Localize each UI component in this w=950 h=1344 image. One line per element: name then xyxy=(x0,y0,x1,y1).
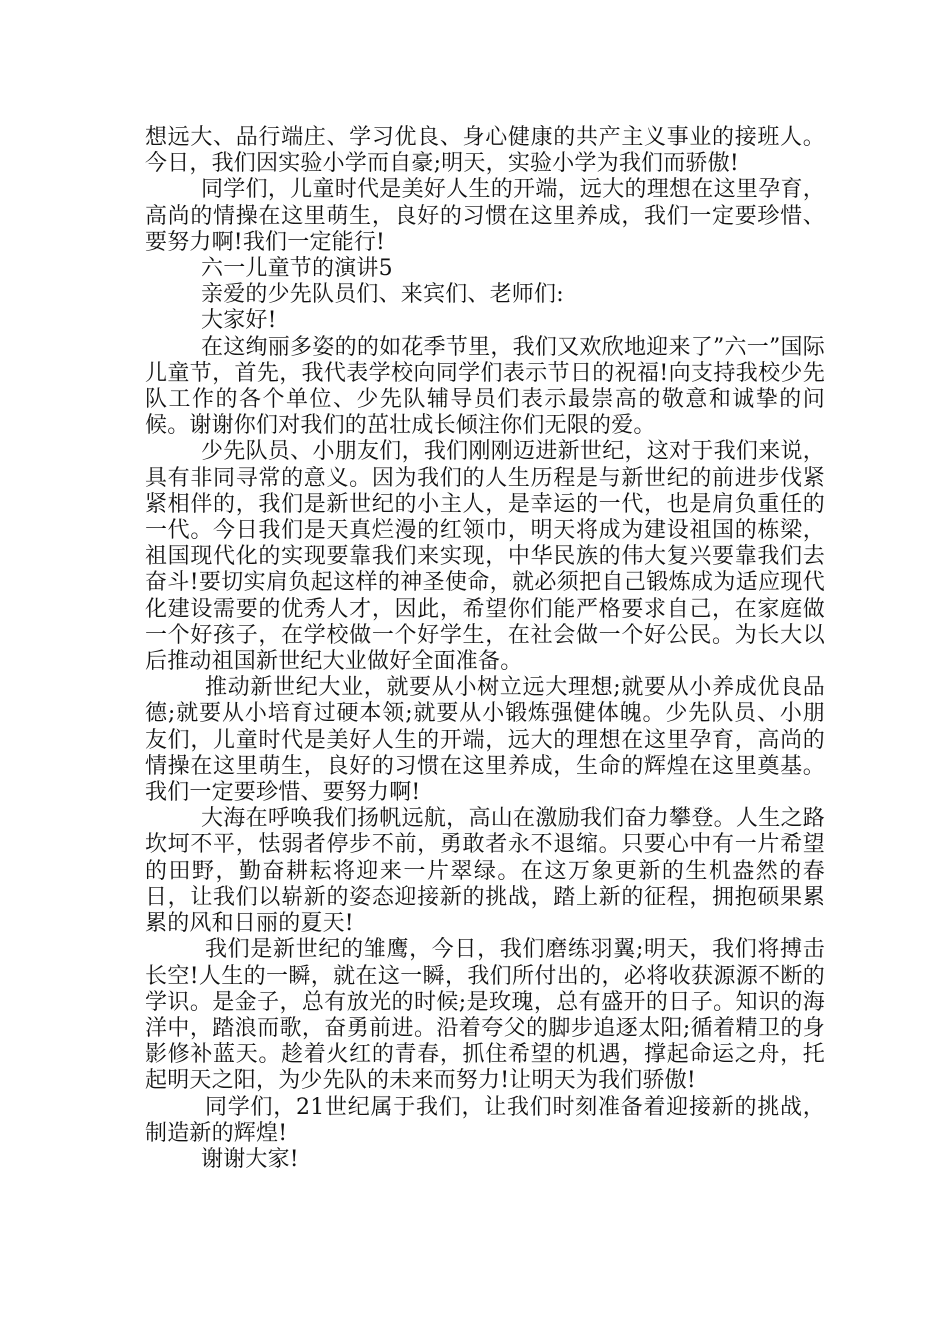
paragraph-young-eagles: 我们是新世纪的雏鹰，今日，我们磨练羽翼;明天，我们将搏击长空!人生的一瞬，就在这一瞬，我们所付出的，必将收获源源不断的学识。是金子，总有放光的时候;是玫瑰，总有盛开的日子。知识的海洋中，踏浪而歌，奋勇前进。沿着夸父的脚步追逐太阳;循着精卫的身影修补蓝天。趁着火红的青春，抓住希望的机遇，撑起命运之舟，托起明天之阳，为少先队的未来而努力!让明天为我们骄傲! xyxy=(145,937,825,1094)
document-body xyxy=(145,125,825,1173)
section-heading: 六一儿童节的演讲5 xyxy=(201,256,393,282)
salutation: 亲爱的少先队员们、来宾们、老师们: xyxy=(201,282,564,308)
paragraph-continuation: 想远大、品行端庄、学习优良、身心健康的共产主义事业的接班人。今日，我们因实验小学而自豪;明天，实验小学为我们而骄傲! xyxy=(145,125,825,177)
paragraph-21st-century: 同学们，21世纪属于我们，让我们时刻准备着迎接新的挑战，制造新的辉煌! xyxy=(145,1094,825,1146)
paragraph-sea-and-mountain: 大海在呼唤我们扬帆远航，高山在激励我们奋力攀登。人生之路坎坷不平，怯弱者停步不前，勇敢者永不退缩。只要心中有一片希望的田野，勤奋耕耘将迎来一片翠绿。在这万象更新的生机盎然的春日，让我们以崭新的姿态迎接新的挑战，踏上新的征程，拥抱硕果累累的风和日丽的夏天! xyxy=(145,806,825,937)
paragraph-new-century: 少先队员、小朋友们，我们刚刚迈进新世纪，这对于我们来说，具有非同寻常的意义。因为我们的人生历程是与新世纪的前进步伐紧紧相伴的，我们是新世纪的小主人，是幸运的一代，也是肩负重任的一代。今日我们是天真烂漫的红领巾，明天将成为建设祖国的栋梁，祖国现代化的实现要靠我们来实现，中华民族的伟大复兴要靠我们去奋斗!要切实肩负起这样的神圣使命，就必须把自己锻炼成为适应现代化建设需要的优秀人才，因此，希望你们能严格要求自己，在家庭做一个好孩子，在学校做一个好学生，在社会做一个好公民。为长大以后推动祖国新世纪大业做好全面准备。 xyxy=(145,439,825,675)
closing-thanks: 谢谢大家! xyxy=(201,1146,299,1172)
paragraph-ideals: 推动新世纪大业，就要从小树立远大理想;就要从小养成优良品德;就要从小培育过硬本领;就要从小锻炼强健体魄。少先队员、小朋友们，儿童时代是美好人生的开端，远大的理想在这里孕育，高尚的情操在这里萌生，良好的习惯在这里养成，生命的辉煌在这里奠基。我们一定要珍惜、要努力啊! xyxy=(145,675,825,806)
paragraph-closing-encouragement: 同学们，儿童时代是美好人生的开端，远大的理想在这里孕育，高尚的情操在这里萌生，良好的习惯在这里养成，我们一定要珍惜、要努力啊!我们一定能行! xyxy=(145,177,825,255)
paragraph-opening: 在这绚丽多姿的的如花季节里，我们又欢欣地迎来了”六一”国际儿童节，首先，我代表学校向同学们表示节日的祝福!向支持我校少先队工作的各个单位、少先队辅导员们表示最崇高的敬意和诚挚的问候。谢谢你们对我们的茁壮成长倾注你们无限的爱。 xyxy=(145,334,825,439)
greeting: 大家好! xyxy=(201,308,277,334)
